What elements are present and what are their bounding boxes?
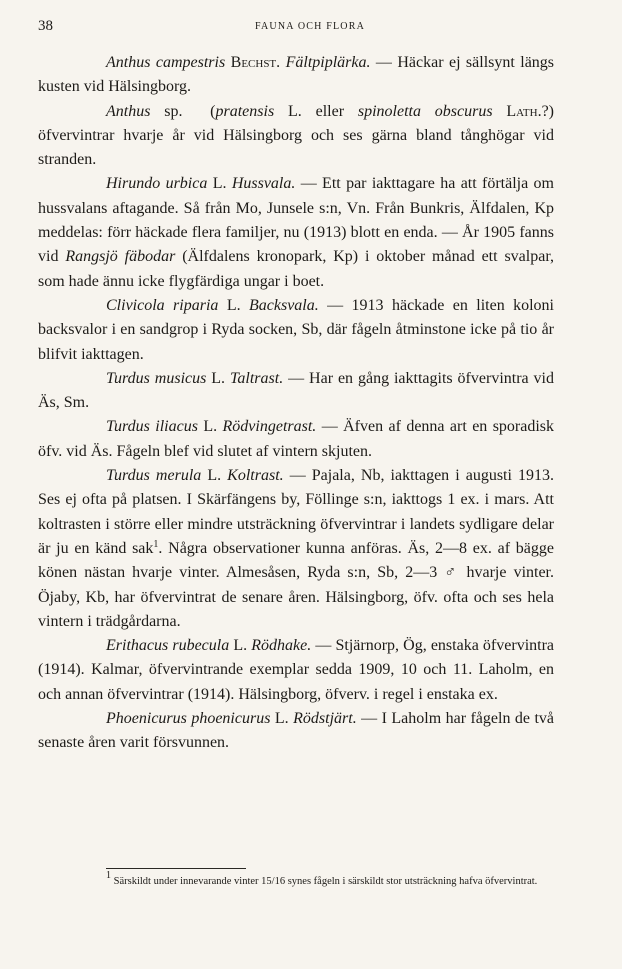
vernacular-name: Backsvala. bbox=[249, 296, 319, 314]
entry-clivicola-riparia bbox=[38, 294, 554, 367]
paren-close: ?) bbox=[541, 102, 555, 120]
species-author: L. bbox=[207, 467, 222, 485]
vernacular-name: Rödhake. bbox=[251, 637, 312, 655]
entry-text: öfvervintrar hvarje år vid Hälsingborg och ses gärna bland tånghögar vid stranden. bbox=[38, 126, 554, 169]
entry-text: — Ett par iakttagare ha att förtälja om hussvalans aftagande. Så från Mo, Junsele s:n, Vn. Från Bunkris, Älfdalen, Kp meddelas: förr häckade flera familjer, nu (1913) blott en enda. — År 1905 fanns vid bbox=[38, 175, 555, 266]
entry-hirundo-urbica bbox=[38, 172, 554, 293]
entry-turdus-merula bbox=[38, 464, 554, 634]
species-qualifier: sp. bbox=[164, 102, 183, 120]
entry-anthus-campestris bbox=[38, 51, 554, 100]
vernacular-name: Fältpiplärka. bbox=[285, 54, 371, 71]
species-name: Anthus bbox=[106, 102, 151, 120]
entry-text: — Äfven af denna art en sporadisk öfv. vid Äs. Fågeln blef vid slutet af vintern skjuten. bbox=[38, 418, 555, 460]
species-author: L. bbox=[274, 710, 289, 728]
entry-text-continued: (Älfdalens kronopark, Kp) i oktober månad ett svalpar, som hade ännu icke flygfärdiga ungar i boet. bbox=[38, 248, 555, 290]
entry-text: — 1913 häckade en liten koloni backsvalor i en sandgrop i Ryda socken, Sb, där fågeln åtminstone icke på tio år blifvit iakttagen. bbox=[38, 296, 555, 363]
entry-anthus-sp bbox=[38, 100, 554, 173]
entry-text: — Pajala, Nb, iakttagen i augusti 1913. Ses ej ofta på platsen. I Skärfängens by, Föllinge s:n, iakttogs 1 ex. i mars. Att koltrasten i större eller mindre utsträckning öfvervintrar i landets sydligare delar är ju en känd sak bbox=[38, 467, 555, 557]
species-name: Clivicola riparia bbox=[106, 296, 219, 314]
vernacular-name: Taltrast. bbox=[229, 369, 284, 387]
page-body bbox=[38, 51, 554, 756]
species-author: L. bbox=[233, 637, 248, 655]
species-name: Phoenicurus phoenicurus bbox=[106, 710, 271, 728]
footnote bbox=[38, 870, 554, 890]
page-number: 38 bbox=[38, 18, 53, 34]
alt-species-2-author: Lath. bbox=[506, 102, 542, 120]
entry-erithacus-rubecula bbox=[38, 634, 554, 707]
running-title: FAUNA OCH FLORA bbox=[254, 21, 366, 32]
place-name: Rangsjö fäbodar bbox=[65, 248, 176, 266]
species-author: L. bbox=[211, 369, 226, 387]
footnote-mark: 1 bbox=[106, 870, 111, 881]
entry-text: — Har en gång iakttagits öfvervintra vid Äs, Sm. bbox=[38, 369, 555, 412]
entry-text-continued: . Några observationer kunna anföras. Äs, 2—8 ex. af bägge könen nästan hvarje vinter. Almesåsen, Ryda s:n, Sb, 2—3 ♂ hvarje vinter. Öjaby, Kb, har öfvervintrat de senare åren. Hälsingborg, öfv. ofta och ses hela vintern i trädgårdarna. bbox=[38, 539, 555, 630]
entry-text: — Häckar ej sällsynt längs kusten vid Hälsingborg. bbox=[38, 54, 555, 96]
footnote-text: Särskildt under innevarande vinter 15/16 synes fågeln i särskildt stor utsträckning hafva öfvervintrat. bbox=[113, 876, 538, 887]
species-name: Turdus iliacus bbox=[106, 418, 198, 436]
entry-phoenicurus-phoenicurus bbox=[38, 707, 554, 756]
species-author: L. bbox=[226, 296, 241, 314]
alt-species-1: pratensis bbox=[215, 102, 275, 120]
entry-turdus-musicus bbox=[38, 367, 554, 416]
alt-species-2: spinoletta obscurus bbox=[357, 102, 493, 120]
species-author: Bechst. bbox=[230, 54, 281, 71]
species-author: L. bbox=[203, 418, 218, 436]
footnote-divider bbox=[106, 868, 246, 869]
species-name: Anthus campestris bbox=[106, 54, 226, 71]
species-author: L. bbox=[212, 175, 227, 193]
entry-turdus-iliacus bbox=[38, 415, 554, 464]
vernacular-name: Koltrast. bbox=[227, 467, 284, 485]
footnote-reference: 1 bbox=[153, 538, 159, 550]
alt-species-1-author: L. eller bbox=[288, 102, 345, 120]
vernacular-name: Hussvala. bbox=[231, 175, 296, 193]
page-header bbox=[38, 18, 582, 38]
species-name: Hirundo urbica bbox=[106, 175, 208, 193]
entry-text: — I Laholm har fågeln de två senaste åren varit försvunnen. bbox=[38, 710, 554, 752]
species-name: Turdus merula bbox=[106, 467, 202, 485]
paren-open: ( bbox=[210, 102, 216, 120]
species-name: Turdus musicus bbox=[106, 369, 207, 387]
entry-text: — Stjärnorp, Ög, enstaka öfvervintra (1914). Kalmar, öfvervintrande exemplar sedda 1909, 10 och 11. Laholm, en och annan öfvervintrar (1914). Hälsingborg, öfverv. i regel i enstaka ex. bbox=[38, 637, 555, 703]
species-name: Erithacus rubecula bbox=[106, 637, 230, 655]
vernacular-name: Rödstjärt. bbox=[293, 710, 357, 728]
vernacular-name: Rödvingetrast. bbox=[222, 418, 317, 436]
